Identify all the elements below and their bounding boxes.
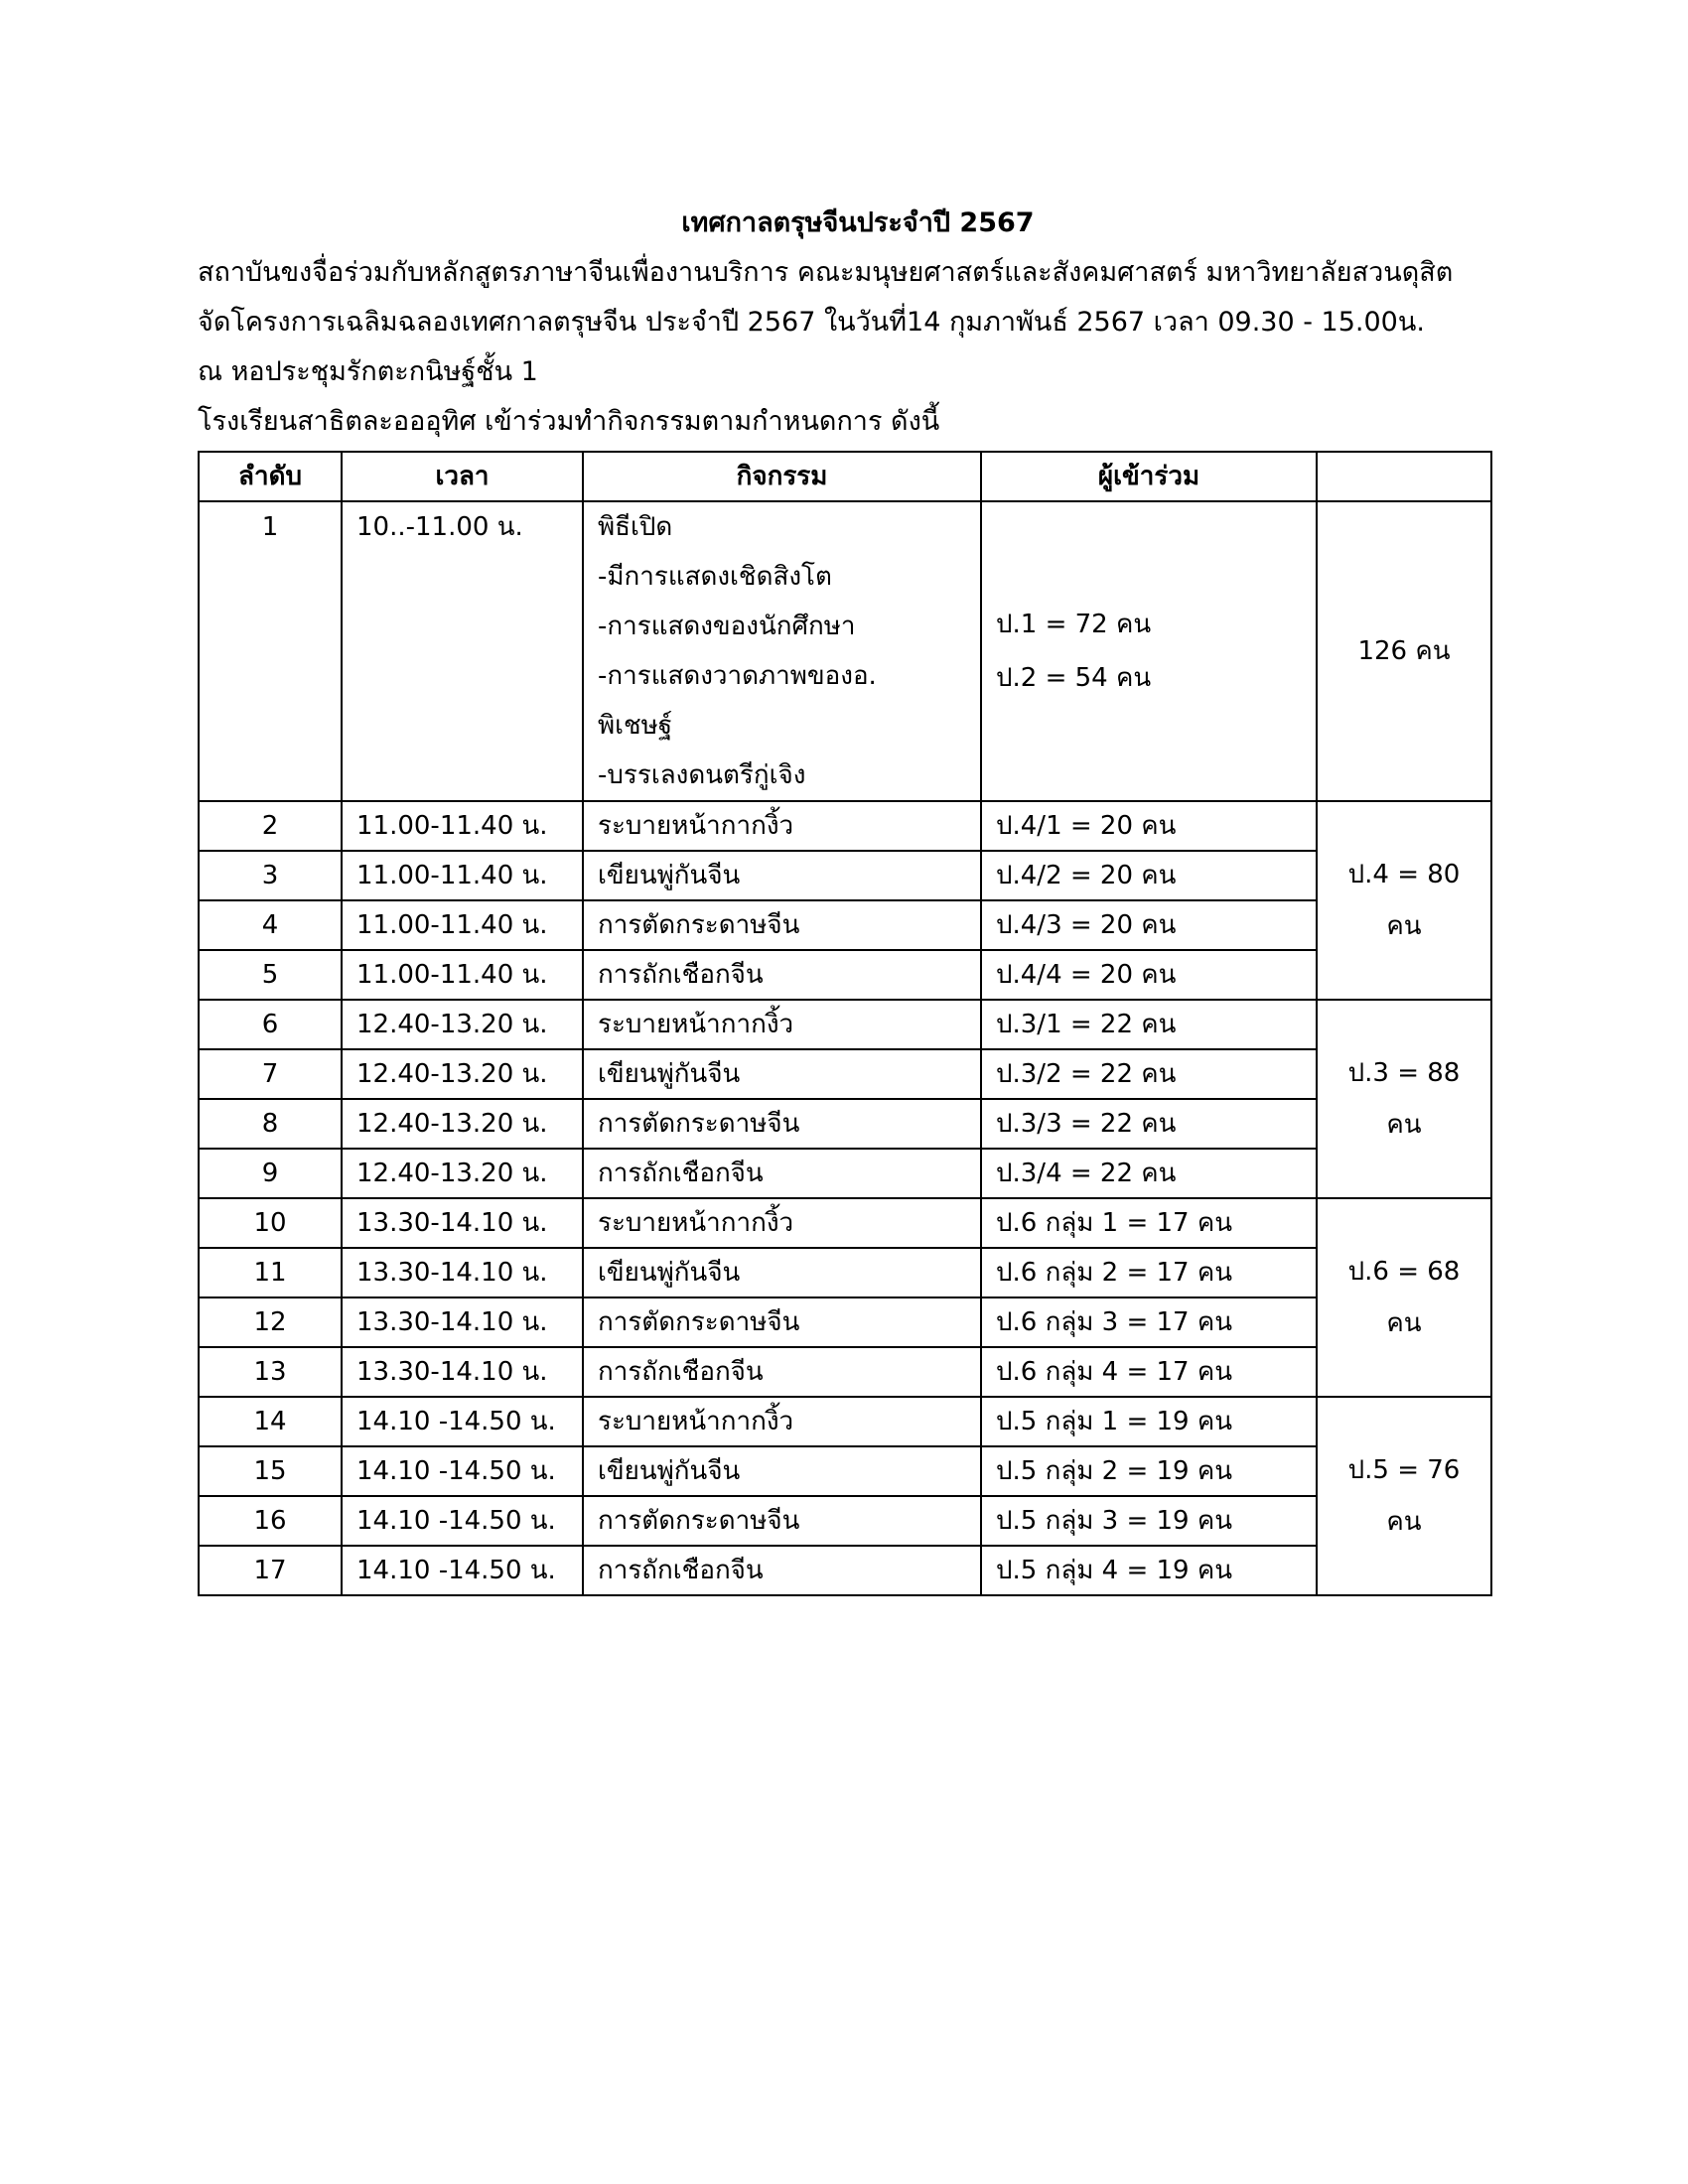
row-participants: ป.3/1 = 22 คน <box>981 1000 1317 1049</box>
row-time: 13.30-14.10 น. <box>342 1198 583 1248</box>
row-time: 13.30-14.10 น. <box>342 1297 583 1347</box>
table-row <box>199 1099 1491 1149</box>
activity-line: พิธีเปิด <box>598 512 673 542</box>
group-total <box>1317 1000 1491 1198</box>
intro-line: จัดโครงการเฉลิมฉลองเทศกาลตรุษจีน ประจำปี 2567 ในวันที่14 กุมภาพันธ์ 2567 เวลา 09.30 - 15.00น. <box>198 307 1425 338</box>
row-time: 13.30-14.10 น. <box>342 1347 583 1397</box>
row-number: 5 <box>199 950 342 1000</box>
group-total: 126 คน <box>1317 501 1491 801</box>
row-participants: ป.3/4 = 22 คน <box>981 1149 1317 1198</box>
table-row <box>199 501 1491 801</box>
row-activity: การถักเชือกจีน <box>583 1546 981 1595</box>
row-number: 2 <box>199 801 342 851</box>
intro-line: ณ หอประชุมรักตะกนิษฐ์ชั้น 1 <box>198 356 538 387</box>
row-participants: ป.5 กลุ่ม 4 = 19 คน <box>981 1546 1317 1595</box>
row-number: 12 <box>199 1297 342 1347</box>
row-activity: เขียนพู่กันจีน <box>583 851 981 900</box>
group-total-line: คน <box>1386 1507 1422 1537</box>
row-activity: เขียนพู่กันจีน <box>583 1049 981 1099</box>
row-number: 15 <box>199 1446 342 1496</box>
group-total-line: คน <box>1386 1110 1422 1140</box>
row-activity: ระบายหน้ากากงิ้ว <box>583 1198 981 1248</box>
row-activity: เขียนพู่กันจีน <box>583 1248 981 1297</box>
row-time: 10..-11.00 น. <box>342 501 583 801</box>
row-participants: ป.5 กลุ่ม 2 = 19 คน <box>981 1446 1317 1496</box>
row-number: 14 <box>199 1397 342 1446</box>
row-participants: ป.4/1 = 20 คน <box>981 801 1317 851</box>
header-total <box>1317 452 1491 501</box>
header-participants: ผู้เข้าร่วม <box>981 452 1317 501</box>
table-header-row <box>199 452 1491 501</box>
row-time: 11.00-11.40 น. <box>342 900 583 950</box>
row-time: 13.30-14.10 น. <box>342 1248 583 1297</box>
table-row <box>199 851 1491 900</box>
row-participants: ป.4/3 = 20 คน <box>981 900 1317 950</box>
row-activity: การถักเชือกจีน <box>583 1149 981 1198</box>
row-participants: ป.4/4 = 20 คน <box>981 950 1317 1000</box>
participant-line: ป.1 = 72 คน <box>996 610 1152 639</box>
group-total <box>1317 801 1491 1000</box>
row-number: 16 <box>199 1496 342 1546</box>
header-no: ลำดับ <box>199 452 342 501</box>
document-title: เทศกาลตรุษจีนประจำปี 2567 <box>681 207 1035 238</box>
row-activity: ระบายหน้ากากงิ้ว <box>583 801 981 851</box>
group-total-line: ป.6 = 68 <box>1347 1257 1461 1287</box>
table-row <box>199 950 1491 1000</box>
row-time: 11.00-11.40 น. <box>342 950 583 1000</box>
group-total <box>1317 1198 1491 1397</box>
row-participants: ป.3/2 = 22 คน <box>981 1049 1317 1099</box>
row-number: 13 <box>199 1347 342 1397</box>
row-time: 11.00-11.40 น. <box>342 851 583 900</box>
row-activity: ระบายหน้ากากงิ้ว <box>583 1000 981 1049</box>
row-time: 14.10 -14.50 น. <box>342 1546 583 1595</box>
table-row <box>199 1546 1491 1595</box>
participant-line: ป.2 = 54 คน <box>996 663 1152 693</box>
activity-line: -บรรเลงดนตรีกู่เจิง <box>598 760 806 790</box>
table-row <box>199 1149 1491 1198</box>
row-number: 1 <box>199 501 342 801</box>
activity-line: -มีการแสดงเชิดสิงโต <box>598 562 832 592</box>
row-activity <box>583 501 981 801</box>
row-time: 12.40-13.20 น. <box>342 1099 583 1149</box>
table-row <box>199 1049 1491 1099</box>
row-activity: การถักเชือกจีน <box>583 950 981 1000</box>
activity-line: พิเชษฐ์ <box>598 711 673 741</box>
row-participants: ป.6 กลุ่ม 4 = 17 คน <box>981 1347 1317 1397</box>
table-row <box>199 801 1491 851</box>
group-total <box>1317 1397 1491 1595</box>
row-number: 8 <box>199 1099 342 1149</box>
row-number: 4 <box>199 900 342 950</box>
table-row <box>199 1397 1491 1446</box>
row-number: 10 <box>199 1198 342 1248</box>
intro-line: โรงเรียนสาธิตละอออุทิศ เข้าร่วมทำกิจกรรมตามกำหนดการ ดังนี้ <box>198 406 940 437</box>
row-number: 7 <box>199 1049 342 1099</box>
row-time: 12.40-13.20 น. <box>342 1149 583 1198</box>
row-participants: ป.5 กลุ่ม 1 = 19 คน <box>981 1397 1317 1446</box>
group-total-line: ป.3 = 88 <box>1347 1058 1461 1088</box>
row-time: 12.40-13.20 น. <box>342 1000 583 1049</box>
row-activity: การตัดกระดาษจีน <box>583 1496 981 1546</box>
table-row <box>199 1496 1491 1546</box>
group-total-line: ป.4 = 80 <box>1347 860 1461 889</box>
row-time: 11.00-11.40 น. <box>342 801 583 851</box>
schedule-table <box>198 451 1492 1596</box>
row-time: 14.10 -14.50 น. <box>342 1397 583 1446</box>
row-activity: การถักเชือกจีน <box>583 1347 981 1397</box>
table-row <box>199 900 1491 950</box>
row-time: 14.10 -14.50 น. <box>342 1446 583 1496</box>
row-participants: ป.6 กลุ่ม 2 = 17 คน <box>981 1248 1317 1297</box>
row-participants: ป.6 กลุ่ม 1 = 17 คน <box>981 1198 1317 1248</box>
table-row <box>199 1198 1491 1248</box>
table-row <box>199 1000 1491 1049</box>
row-participants <box>981 501 1317 801</box>
row-participants: ป.3/3 = 22 คน <box>981 1099 1317 1149</box>
row-time: 14.10 -14.50 น. <box>342 1496 583 1546</box>
header-time: เวลา <box>342 452 583 501</box>
header-activity: กิจกรรม <box>583 452 981 501</box>
row-number: 3 <box>199 851 342 900</box>
intro-line: สถาบันขงจื่อร่วมกับหลักสูตรภาษาจีนเพื่องานบริการ คณะมนุษยศาสตร์และสังคมศาสตร์ มหาวิทยาลัยสวนดุสิต <box>198 257 1454 288</box>
activity-line: -การแสดงของนักศึกษา <box>598 612 856 641</box>
activity-line: -การแสดงวาดภาพของอ. <box>598 661 877 691</box>
document-page <box>198 199 1488 1596</box>
group-total-line: คน <box>1386 1308 1422 1338</box>
group-total-line: ป.5 = 76 <box>1347 1455 1461 1485</box>
table-row <box>199 1347 1491 1397</box>
row-participants: ป.6 กลุ่ม 3 = 17 คน <box>981 1297 1317 1347</box>
row-activity: เขียนพู่กันจีน <box>583 1446 981 1496</box>
row-number: 17 <box>199 1546 342 1595</box>
row-activity: การตัดกระดาษจีน <box>583 1099 981 1149</box>
row-participants: ป.4/2 = 20 คน <box>981 851 1317 900</box>
row-number: 6 <box>199 1000 342 1049</box>
row-number: 9 <box>199 1149 342 1198</box>
row-participants: ป.5 กลุ่ม 3 = 19 คน <box>981 1496 1317 1546</box>
table-row <box>199 1297 1491 1347</box>
row-activity: ระบายหน้ากากงิ้ว <box>583 1397 981 1446</box>
row-number: 11 <box>199 1248 342 1297</box>
row-activity: การตัดกระดาษจีน <box>583 1297 981 1347</box>
table-row <box>199 1248 1491 1297</box>
row-time: 12.40-13.20 น. <box>342 1049 583 1099</box>
group-total-line: คน <box>1386 911 1422 941</box>
table-row <box>199 1446 1491 1496</box>
row-activity: การตัดกระดาษจีน <box>583 900 981 950</box>
